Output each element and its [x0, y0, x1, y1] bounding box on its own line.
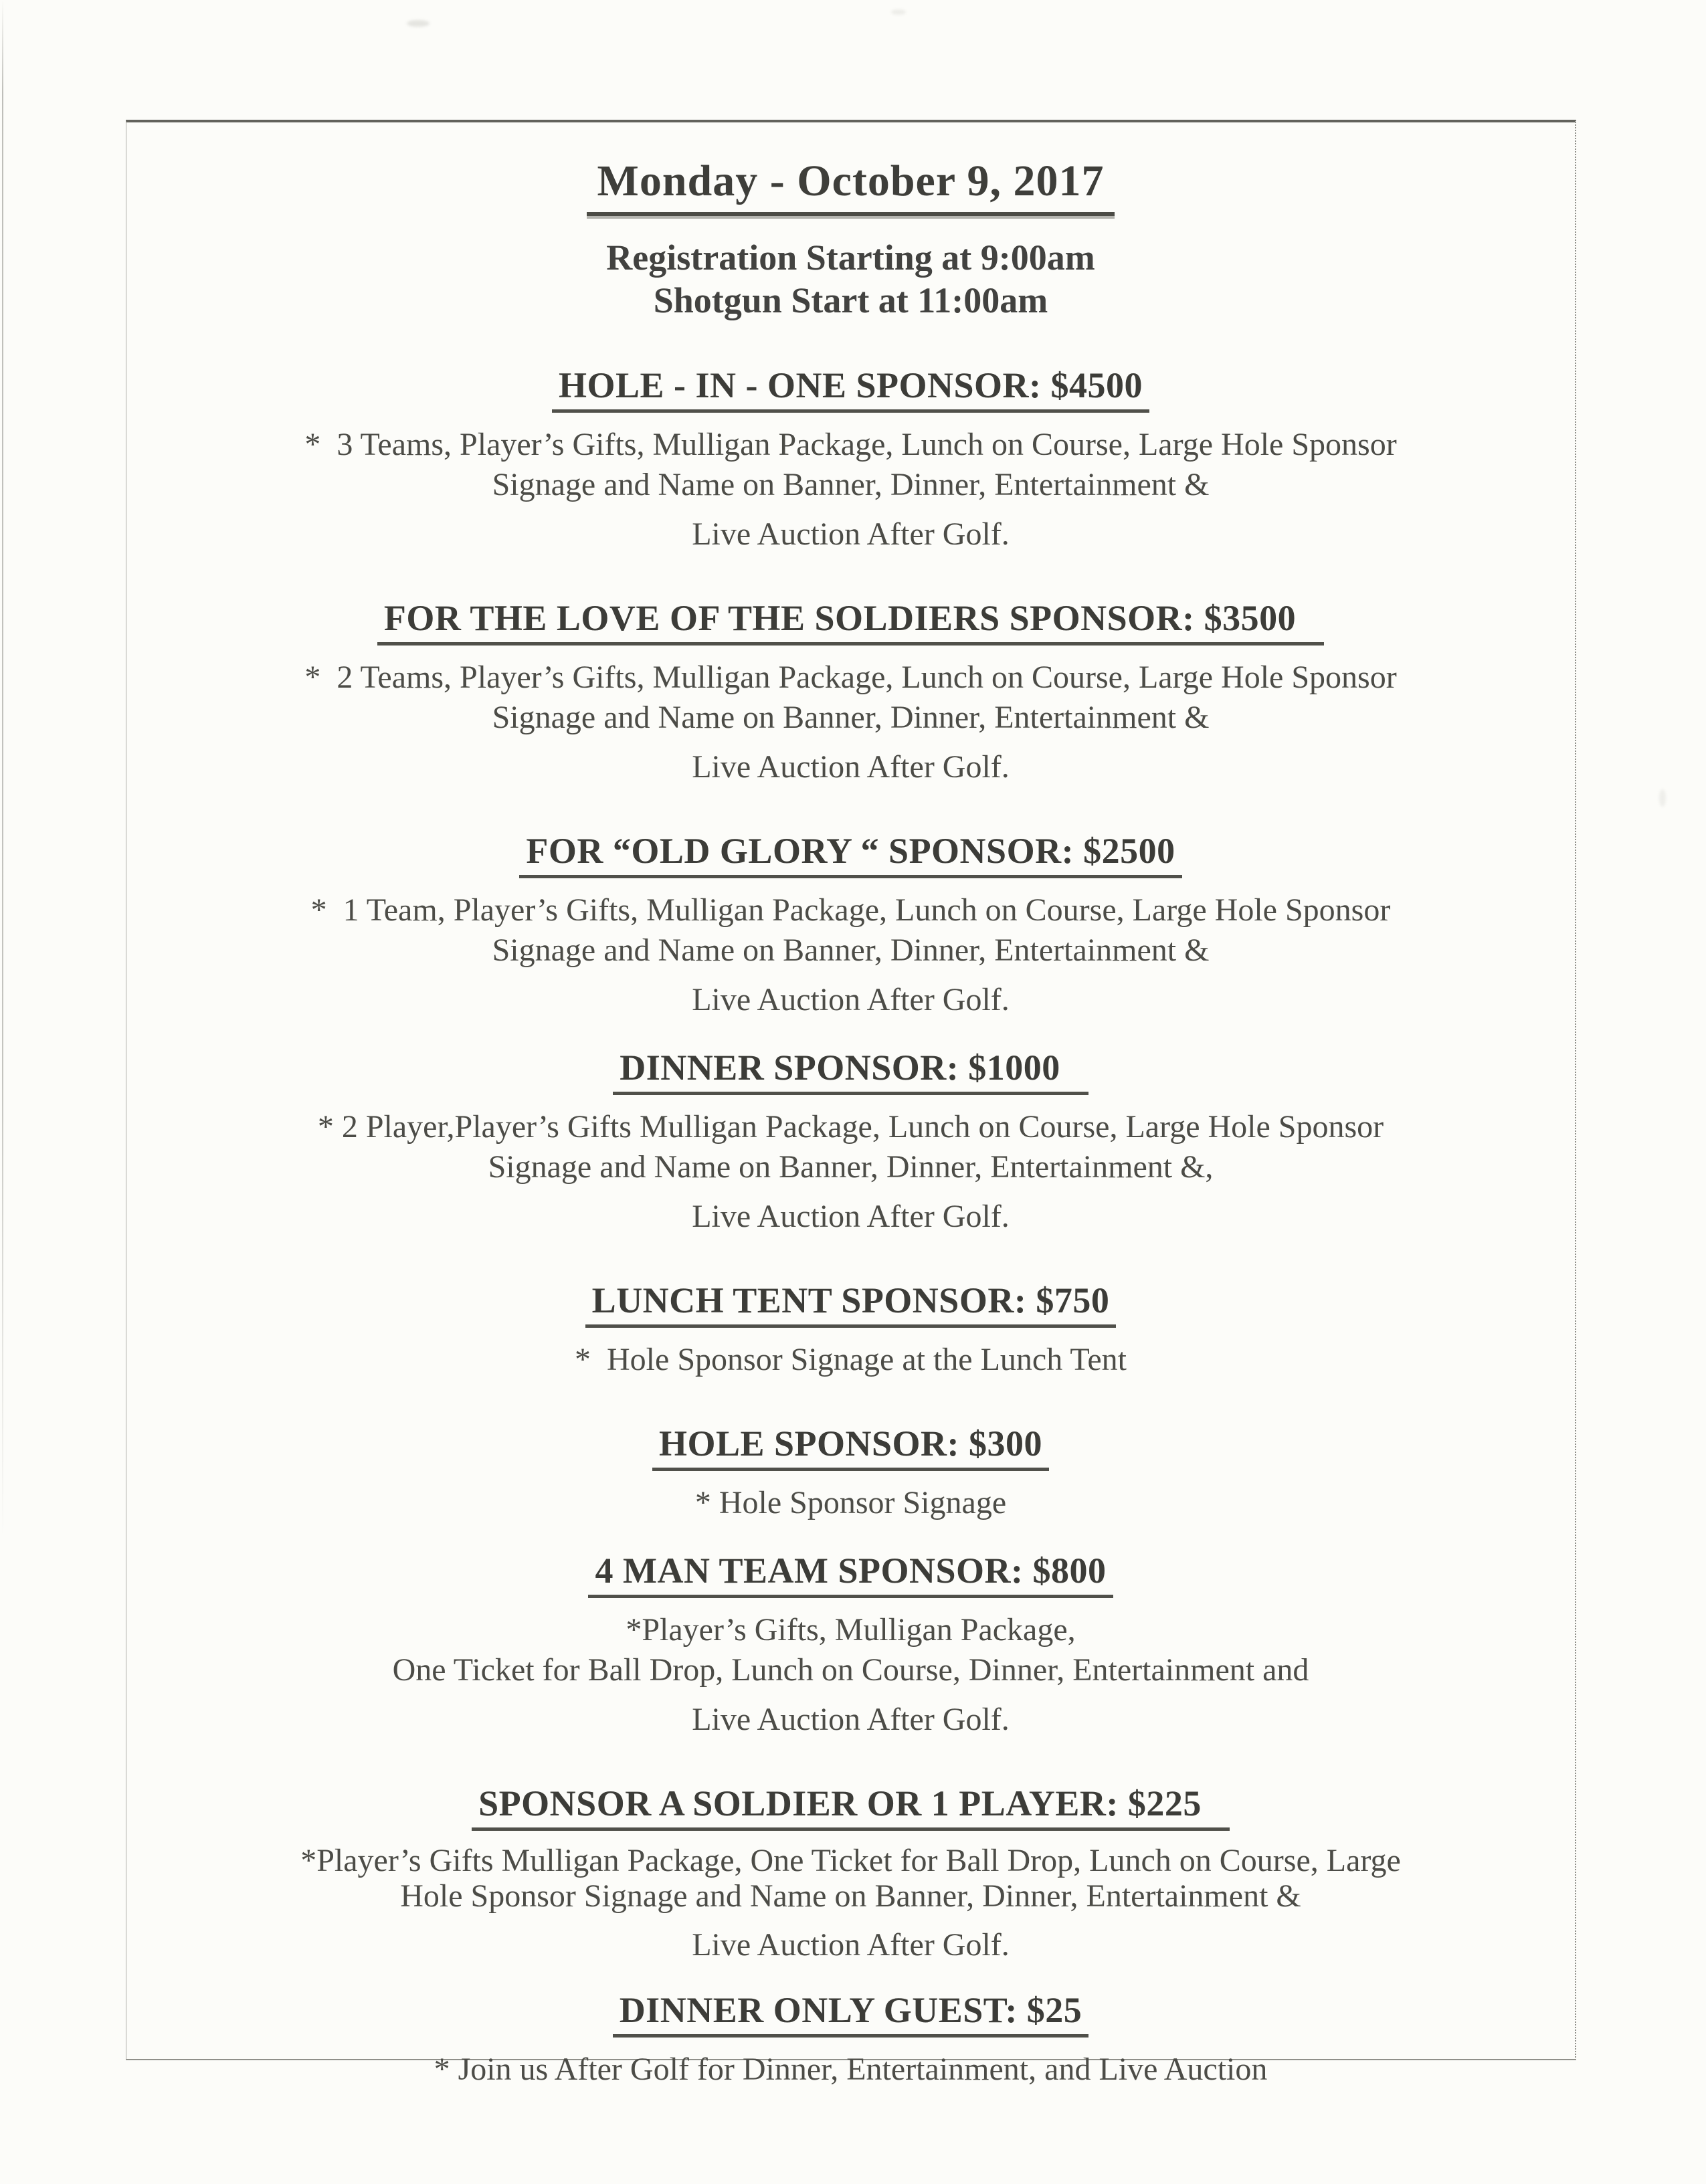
benefit-line: *Player’s Gifts, Mulligan Package,	[626, 1612, 1076, 1648]
section-benefits	[153, 2050, 1548, 2090]
event-date-title: Monday - October 9, 2017	[587, 156, 1115, 216]
section-heading: SPONSOR A SOLDIER OR 1 PLAYER: $225	[472, 1783, 1230, 1831]
closing-line: Live Auction After Golf.	[692, 982, 1010, 1017]
section-benefits	[153, 425, 1548, 555]
closing-line: Live Auction After Golf.	[692, 1702, 1010, 1737]
sponsorship-section	[153, 1783, 1548, 1963]
section-benefits	[153, 1340, 1548, 1380]
registration-time: Registration Starting at 9:00am	[606, 237, 1095, 278]
event-header	[153, 156, 1548, 322]
section-heading: DINNER ONLY GUEST: $25	[613, 1989, 1089, 2038]
benefit-line: *Player’s Gifts Mulligan Package, One Ticket for Ball Drop, Lunch on Course, Large	[300, 1843, 1401, 1878]
section-heading: DINNER SPONSOR: $1000	[613, 1047, 1088, 1095]
section-benefits	[153, 1843, 1548, 1963]
sponsorship-sections	[153, 365, 1548, 2090]
benefit-line: * Join us After Golf for Dinner, Entertainment, and Live Auction	[434, 2052, 1268, 2087]
benefit-line: * 2 Player,Player’s Gifts Mulligan Package, Lunch on Course, Large Hole Sponsor	[317, 1109, 1384, 1145]
section-benefits	[153, 890, 1548, 1020]
sponsorship-section	[153, 830, 1548, 1020]
benefit-line: Hole Sponsor Signage and Name on Banner, Dinner, Entertainment &	[400, 1878, 1301, 1914]
event-times	[153, 236, 1548, 322]
sponsorship-section	[153, 1989, 1548, 2090]
section-heading: HOLE SPONSOR: $300	[652, 1423, 1049, 1471]
closing-line: Live Auction After Golf.	[692, 749, 1010, 785]
scan-speck	[891, 9, 906, 15]
sponsorship-section	[153, 597, 1548, 787]
benefit-line: * 2 Teams, Player’s Gifts, Mulligan Package, Lunch on Course, Large Hole Sponsor	[304, 660, 1397, 695]
benefit-line: * 1 Team, Player’s Gifts, Mulligan Package, Lunch on Course, Large Hole Sponsor	[310, 892, 1391, 928]
section-heading: HOLE - IN - ONE SPONSOR: $4500	[552, 365, 1149, 413]
shotgun-start-time: Shotgun Start at 11:00am	[653, 280, 1048, 320]
sponsorship-section	[153, 365, 1548, 555]
sponsorship-section	[153, 1423, 1548, 1523]
benefit-line: Signage and Name on Banner, Dinner, Entertainment &	[492, 467, 1210, 502]
closing-line: Live Auction After Golf.	[692, 516, 1010, 552]
section-heading: FOR “OLD GLORY “ SPONSOR: $2500	[519, 830, 1181, 878]
sponsorship-section	[153, 1550, 1548, 1740]
benefit-line: * Hole Sponsor Signage at the Lunch Tent	[575, 1342, 1127, 1377]
page-border-box	[126, 120, 1576, 2087]
section-benefits	[153, 1107, 1548, 1237]
section-heading: 4 MAN TEAM SPONSOR: $800	[588, 1550, 1113, 1598]
section-benefits	[153, 1610, 1548, 1740]
benefit-line: One Ticket for Ball Drop, Lunch on Course, Dinner, Entertainment and	[392, 1652, 1309, 1688]
benefit-line: * 3 Teams, Player’s Gifts, Mulligan Package, Lunch on Course, Large Hole Sponsor	[304, 427, 1397, 462]
scan-speck	[1659, 789, 1666, 807]
benefit-line: Signage and Name on Banner, Dinner, Entertainment &,	[488, 1149, 1214, 1185]
scan-edge-artifact	[2, 0, 3, 1538]
section-heading: LUNCH TENT SPONSOR: $750	[585, 1280, 1117, 1328]
benefit-line: Signage and Name on Banner, Dinner, Entertainment &	[492, 932, 1210, 968]
scan-speck	[407, 20, 430, 27]
section-heading: FOR THE LOVE OF THE SOLDIERS SPONSOR: $3500	[377, 597, 1324, 646]
section-benefits	[153, 1483, 1548, 1523]
closing-line: Live Auction After Golf.	[692, 1927, 1010, 1963]
sponsorship-section	[153, 1047, 1548, 1237]
closing-line: Live Auction After Golf.	[692, 1199, 1010, 1234]
benefit-line: * Hole Sponsor Signage	[694, 1485, 1007, 1520]
sponsorship-section	[153, 1280, 1548, 1380]
benefit-line: Signage and Name on Banner, Dinner, Entertainment &	[492, 700, 1210, 735]
section-benefits	[153, 658, 1548, 787]
